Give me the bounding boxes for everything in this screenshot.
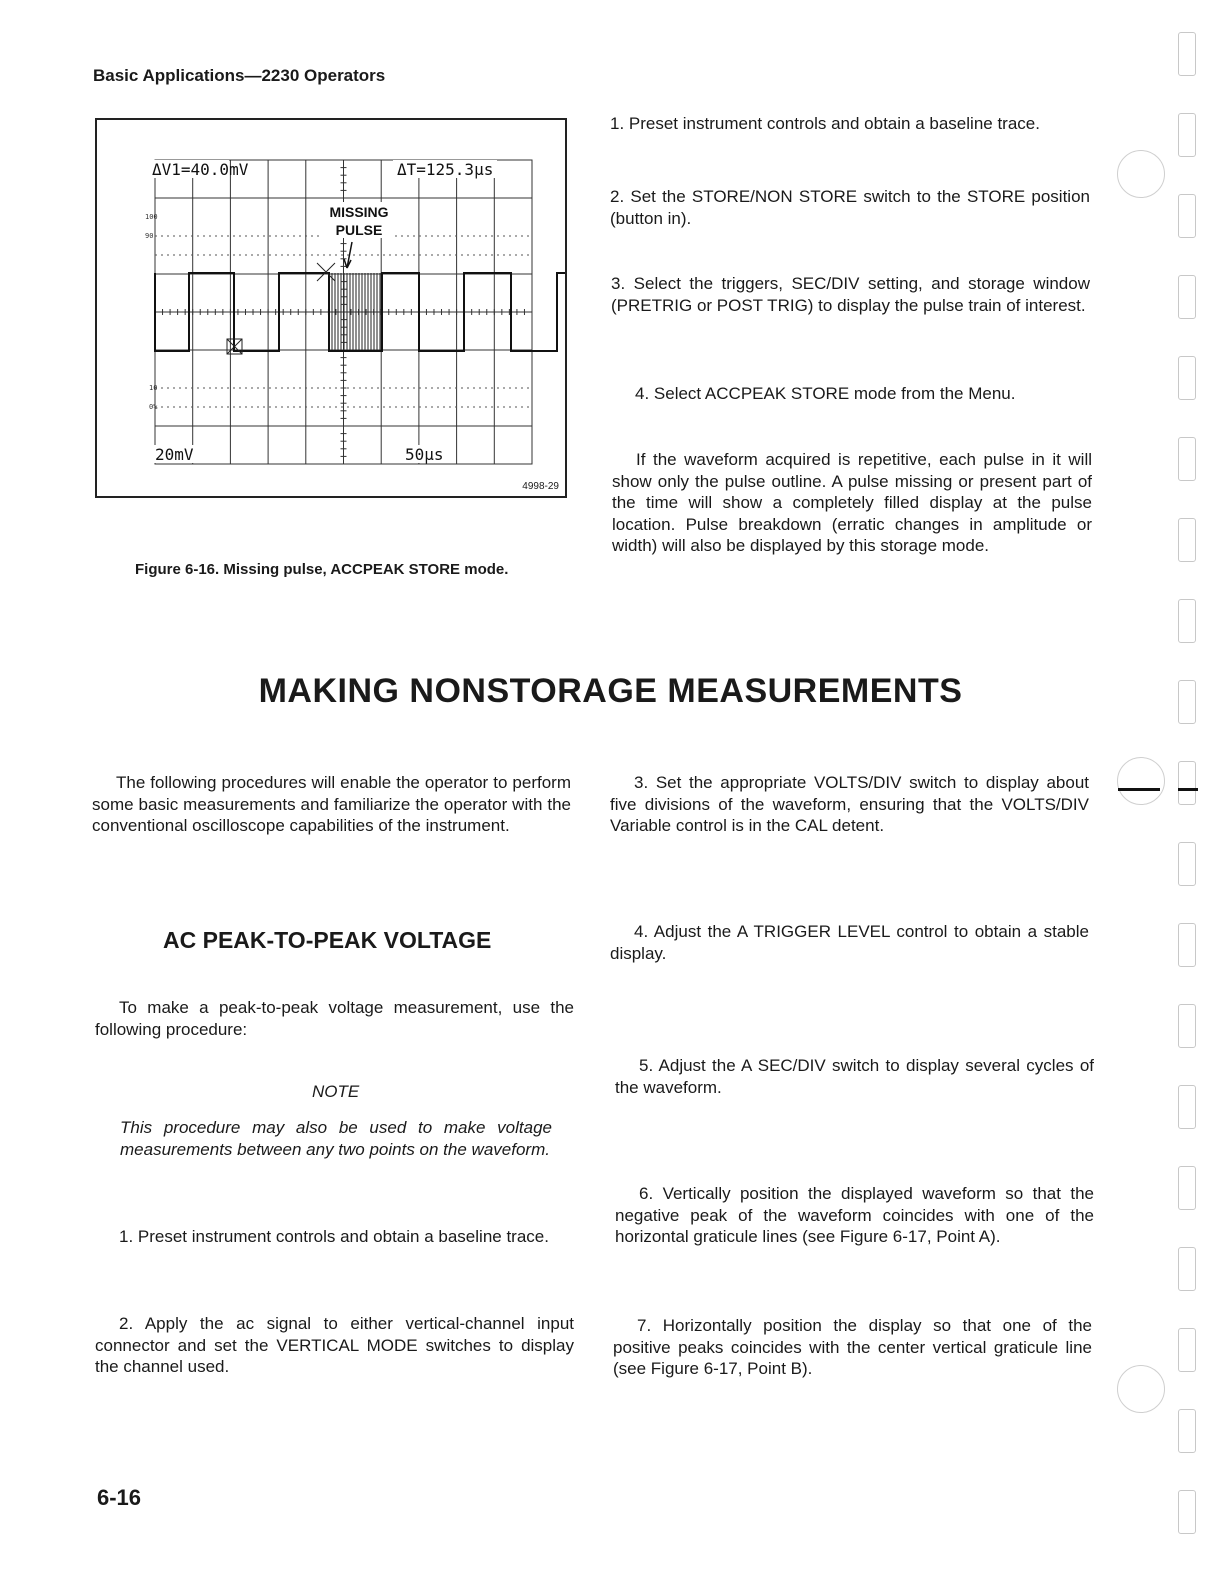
note-heading: NOTE (312, 1082, 360, 1101)
left-step-2: 2. Apply the ac signal to either vertical-channel input connector and set the VERTICAL MODE switches to display the channel used. (95, 1314, 574, 1376)
binder-slot (1178, 32, 1196, 76)
binder-slot (1178, 1490, 1196, 1534)
right-top-step-2: 2. Set the STORE/NON STORE switch to the STORE position (button in). (610, 187, 1090, 228)
binder-slot (1178, 275, 1196, 319)
binder-slot (1178, 1166, 1196, 1210)
right-step-5: 5. Adjust the A SEC/DIV switch to display several cycles of the waveform. (615, 1056, 1094, 1097)
sec-div-readout: 50µs (405, 445, 444, 464)
tick-label-100: 100 (145, 213, 158, 221)
binder-slot (1178, 113, 1196, 157)
annotation-pulse: PULSE (335, 222, 383, 238)
tab-mark (1118, 788, 1160, 791)
binder-slot (1178, 923, 1196, 967)
binder-slot (1178, 1247, 1196, 1291)
binder-slot (1178, 437, 1196, 481)
right-step-6: 6. Vertically position the displayed waveform so that the negative peak of the waveform coincides with one of the horizontal graticule lines (see Figure 6-17, Point A). (615, 1184, 1094, 1246)
intro-paragraph: The following procedures will enable the operator to perform some basic measurements and familiarize the operator with the conventional oscilloscope capabilities of the instrument. (92, 773, 571, 835)
cursor-x-marker (227, 263, 335, 354)
figure-id: 4998-29 (522, 481, 559, 492)
lead-paragraph: To make a peak-to-peak voltage measurement, use the following procedure: (95, 998, 574, 1039)
binder-slot (1178, 1328, 1196, 1372)
binder-slot (1178, 761, 1196, 805)
annotation-missing: MISSING (329, 204, 389, 220)
subsection-heading: AC PEAK-TO-PEAK VOLTAGE (163, 927, 492, 953)
right-top-step-4: 4. Select ACCPEAK STORE mode from the Menu. (635, 384, 1016, 403)
tick-label-10: 10 (149, 384, 158, 392)
punch-hole (1117, 757, 1165, 805)
delta-t-readout: ΔT=125.3µs (397, 160, 494, 179)
volts-div-readout: 20mV (155, 445, 194, 464)
section-title: MAKING NONSTORAGE MEASUREMENTS (258, 672, 963, 710)
right-top-explanation: If the waveform acquired is repetitive, each pulse in it will show only the pulse outline. A pulse missing or present part of the time will show a completely filled display at the pulse location. Pulse breakdown (erratic changes in amplitude or width) will also be displayed by this storage mode. (612, 450, 1092, 555)
binder-slot (1178, 518, 1196, 562)
binder-slot (1178, 356, 1196, 400)
binder-slot (1178, 680, 1196, 724)
running-header: Basic Applications—2230 Operators (93, 66, 386, 85)
tab-mark (1178, 788, 1198, 791)
binder-slot (1178, 194, 1196, 238)
binder-slot (1178, 599, 1196, 643)
note-body: This procedure may also be used to make voltage measurements between any two points on the waveform. (120, 1118, 552, 1159)
page-number: 6-16 (97, 1485, 142, 1510)
right-top-step-3: 3. Select the triggers, SEC/DIV setting, and storage window (PRETRIG or POST TRIG) to display the pulse train of interest. (611, 274, 1090, 315)
tick-label-0: 0% (149, 403, 158, 411)
binder-slot (1178, 1004, 1196, 1048)
punch-hole (1117, 1365, 1165, 1413)
tick-label-90: 90 (145, 232, 154, 240)
oscilloscope-display (97, 120, 565, 496)
figure-caption: Figure 6-16. Missing pulse, ACCPEAK STORE mode. (135, 561, 509, 578)
right-step-3: 3. Set the appropriate VOLTS/DIV switch to display about five divisions of the waveform, ensuring that the VOLTS/DIV Variable control is in the CAL detent. (610, 773, 1089, 835)
punch-hole (1117, 150, 1165, 198)
left-step-1: 1. Preset instrument controls and obtain a baseline trace. (119, 1227, 549, 1246)
delta-v-readout: ΔV1=40.0mV (152, 160, 249, 179)
figure-frame (95, 118, 567, 498)
right-top-step-1: 1. Preset instrument controls and obtain a baseline trace. (610, 114, 1040, 133)
right-step-4: 4. Adjust the A TRIGGER LEVEL control to obtain a stable display. (610, 922, 1089, 963)
right-step-7: 7. Horizontally position the display so that one of the positive peaks coincides with the center vertical graticule line (see Figure 6-17, Point B). (613, 1316, 1092, 1378)
binder-slot (1178, 842, 1196, 886)
binder-slot (1178, 1085, 1196, 1129)
binder-slot (1178, 1409, 1196, 1453)
